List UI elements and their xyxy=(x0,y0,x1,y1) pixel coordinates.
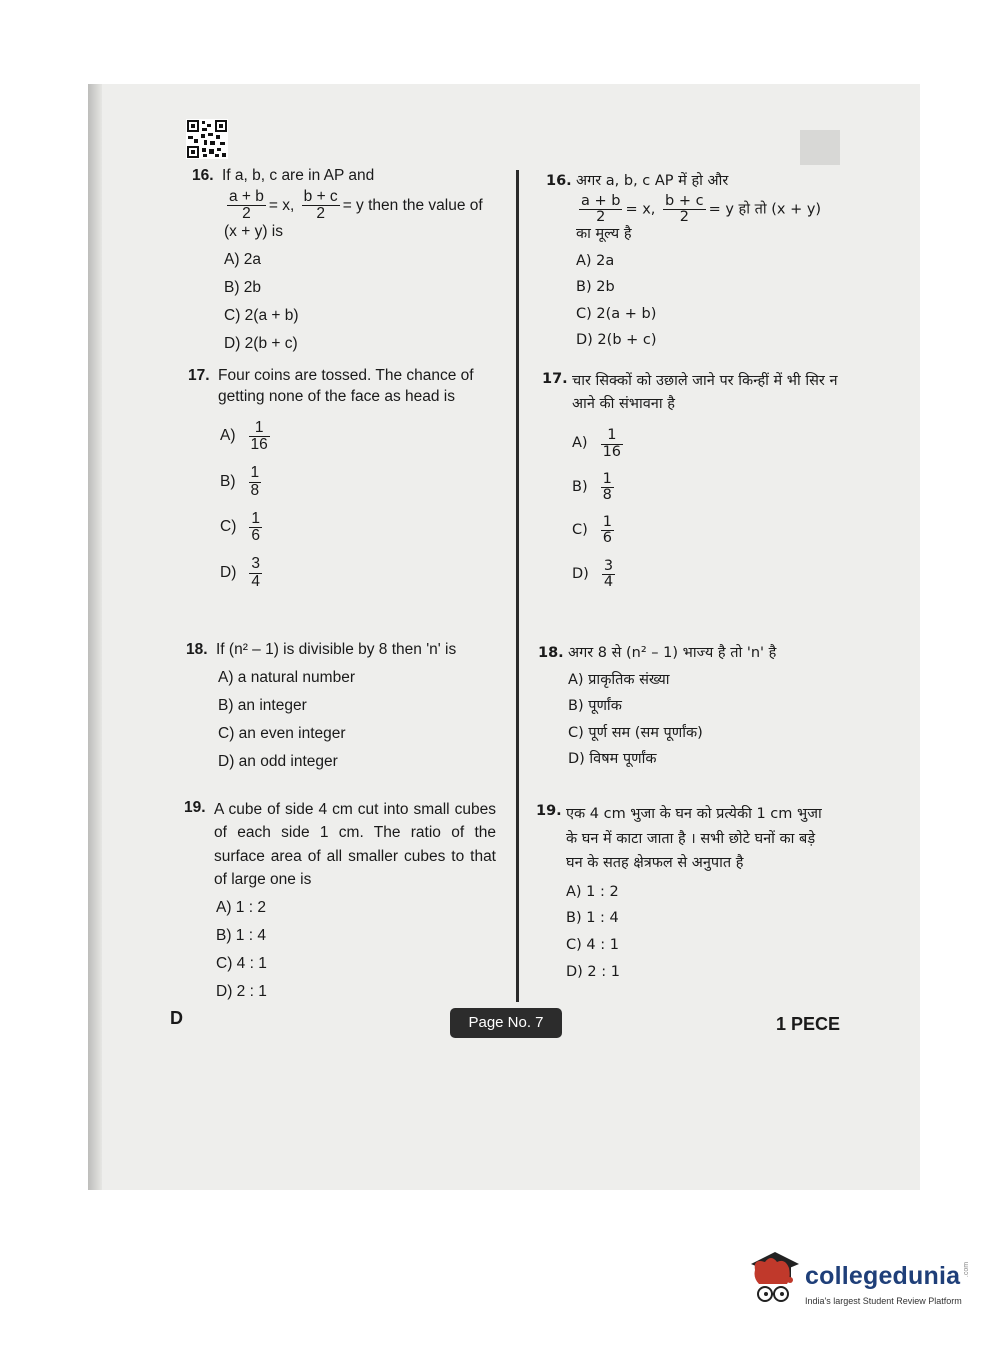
option-d: D) 2 : 1 xyxy=(216,982,267,1000)
question-stem: If a, b, c are in AP and xyxy=(222,167,375,184)
question-number: 19. xyxy=(184,799,206,816)
option-c: C) 4 : 1 xyxy=(566,937,619,954)
question-18-en xyxy=(186,640,502,780)
question-stem: एक 4 cm भुजा के घन को प्रत्येकी 1 cm भुजा के घन में काटा जाता है । सभी छोटे घनों का बड़े घन के सतह क्षेत्रफल से अनुपात है xyxy=(566,806,822,872)
option-b: B) पूर्णांक xyxy=(568,698,622,715)
question-number: 17. xyxy=(542,371,568,387)
option-b: B) 2b xyxy=(224,279,262,297)
option-a: A) $\frac{1}{16}$ xyxy=(572,427,622,460)
question-number: 18. xyxy=(186,641,208,658)
option-b: B) 1 : 4 xyxy=(216,926,266,944)
brand-name: collegedunia xyxy=(805,1262,961,1290)
page-edge-shadow xyxy=(88,84,102,1190)
option-c: C) $\frac{1}{6}$ xyxy=(572,514,613,547)
question-formula: $\frac{a + b}{2}$ = x, $\frac{b + c}{2}$ = y हो तो (x + y) xyxy=(581,192,822,225)
question-17-hi xyxy=(542,370,842,602)
option-d: D) an odd integer xyxy=(218,752,338,770)
option-b: B) 2b xyxy=(576,279,615,296)
question-formula: $\frac{a + b}{2}$ = x, $\frac{b + c}{2}$ = y then the value of xyxy=(229,187,483,223)
option-b: B) 1 : 4 xyxy=(566,910,619,927)
option-c: C) 2(a + b) xyxy=(576,305,657,322)
question-number: 17. xyxy=(188,367,210,384)
page-number-badge: Page No. 7 xyxy=(450,1008,562,1038)
question-19-hi xyxy=(536,802,836,989)
option-d: D) विषम पूर्णांक xyxy=(568,751,657,768)
option-a: A) 1 : 2 xyxy=(566,883,619,900)
option-c: C) an even integer xyxy=(218,724,346,742)
fraction: $\frac{b + c}{2}$ xyxy=(303,187,338,223)
fraction: $\frac{a + b}{2}$ xyxy=(229,187,264,223)
option-b: B) an integer xyxy=(218,696,307,714)
question-stem: अगर 8 से (n² – 1) भाज्य है तो 'n' है xyxy=(568,645,777,661)
option-d: D) 2(b + c) xyxy=(224,335,298,353)
option-d: D) $\frac{3}{4}$ xyxy=(572,557,614,590)
option-b: B) $\frac{1}{8}$ xyxy=(220,464,260,499)
question-stem-tail: का मूल्य है xyxy=(576,226,632,242)
question-stem: A cube of side 4 cm cut into small cubes of each side 1 cm. The ratio of the surface area of all smaller cubes to that of large one is xyxy=(214,801,496,888)
option-c: C) 4 : 1 xyxy=(216,954,267,972)
option-a: A) 2a xyxy=(224,251,262,269)
question-number: 19. xyxy=(536,803,562,819)
option-b: B) $\frac{1}{8}$ xyxy=(572,470,612,504)
fraction: $\frac{a + b}{2}$ xyxy=(581,192,621,225)
option-a: A) 1 : 2 xyxy=(216,899,266,916)
column-divider xyxy=(516,170,519,1002)
option-a: A) प्राकृतिक संख्या xyxy=(568,671,670,688)
fraction: $\frac{b + c}{2}$ xyxy=(665,192,704,225)
brand-domain: .com xyxy=(963,1261,971,1278)
option-c: C) 2(a + b) xyxy=(224,307,299,325)
question-stem: Four coins are tossed. The chance of getting none of the face as head is xyxy=(218,367,474,405)
question-number: 18. xyxy=(538,645,564,661)
question-17-en xyxy=(188,366,502,602)
question-16-hi xyxy=(546,172,846,358)
question-stem-tail: (x + y) is xyxy=(224,223,283,241)
mascot-icon xyxy=(745,1248,803,1312)
question-18-hi xyxy=(538,644,842,777)
option-d: D) 2(b + c) xyxy=(576,332,657,349)
option-c: C) पूर्ण सम (सम पूर्णांक) xyxy=(568,724,703,741)
collegedunia-logo xyxy=(745,1248,975,1318)
option-a: A) a natural number xyxy=(218,668,355,686)
question-stem: If (n² – 1) is divisible by 8 then 'n' is xyxy=(216,641,457,658)
question-number: 16. xyxy=(546,173,572,189)
question-stem: चार सिक्कों को उछाले जाने पर किन्हीं में भी सिर न आने की संभावना है xyxy=(572,373,838,413)
qr-code-icon xyxy=(186,119,228,159)
question-stem: अगर a, b, c AP में हो और xyxy=(576,173,729,189)
booklet-code: 1 PECE xyxy=(776,1014,841,1034)
bleed-through-mark xyxy=(770,125,870,175)
set-letter: D xyxy=(170,1008,183,1028)
brand-tagline: India's largest Student Review Platform xyxy=(805,1296,962,1306)
option-a: A) $\frac{1}{16}$ xyxy=(220,418,268,454)
question-16-en xyxy=(192,166,502,362)
option-d: D) 2 : 1 xyxy=(566,963,620,980)
question-number: 16. xyxy=(192,167,214,184)
option-d: D) $\frac{3}{4}$ xyxy=(220,555,260,590)
option-a: A) 2a xyxy=(576,252,615,269)
question-19-en xyxy=(184,798,496,1010)
option-c: C) $\frac{1}{6}$ xyxy=(220,509,260,545)
